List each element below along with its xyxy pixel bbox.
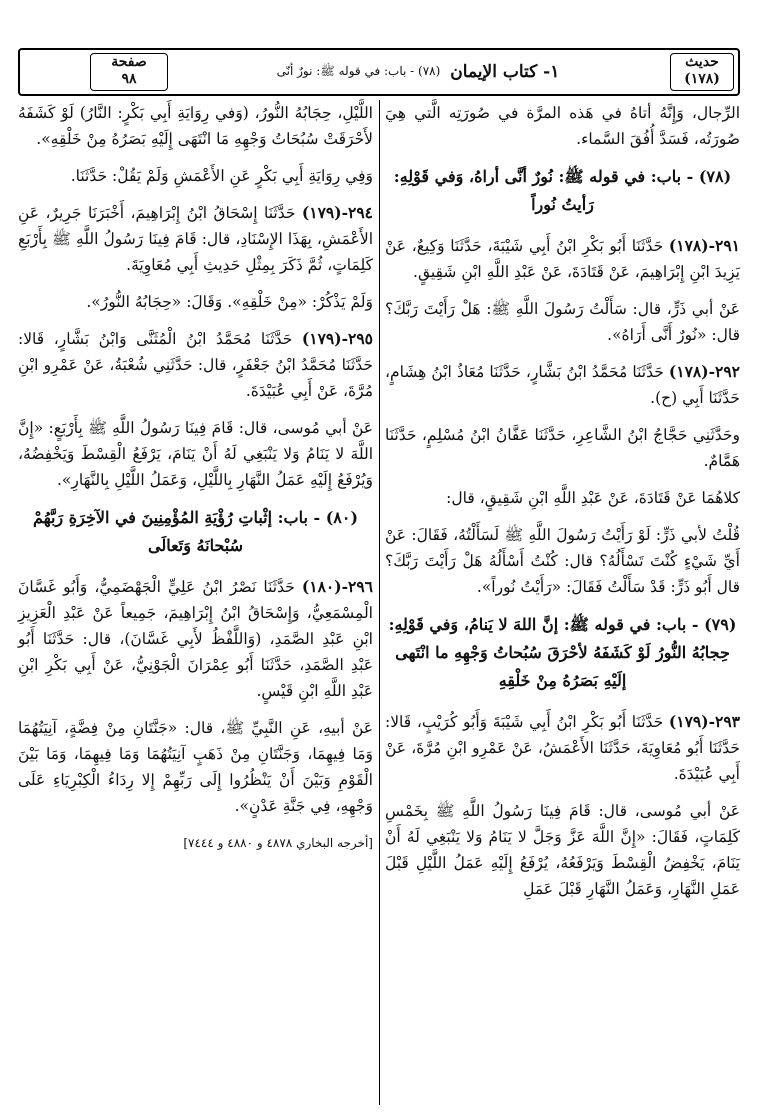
page-label: صفحة <box>111 54 147 70</box>
hadith-label: حديث <box>685 54 719 70</box>
text-paragraph: عَنْ أبي ذَرٍّ، قال: سَأَلْتُ رَسُولَ اللَّهِ ﷺ: هَلْ رَأَيْتَ رَبَّكَ؟ قال: «نُورٌ أَنَّى أَرَاهُ». <box>385 300 740 344</box>
chapter-heading: (٧٩) - باب: في قوله ﷺ: إنَّ اللهَ لا يَنامُ، وَفي قَوْلِهِ: حِجابُهُ النُّورُ لَوْ كَشَفَهُ لأحْرَقَ سُبُحاتُ وَجْهِهِ ما انْتَهى إلَيْهِ بَصَرُهُ مِنْ خَلْقِهِ <box>388 615 737 690</box>
hadith-paragraph <box>18 326 373 404</box>
hadith-chain-text: حَدَّثَنَا إِسْحَاقُ ابْنُ إِبْرَاهِيمَ، أَخْبَرَنَا جَرِيرٌ، عَنِ الأَعْمَشِ، بِهَذَا الإِسْنَادِ، قال: قَامَ فِينَا رَسُولُ اللَّهِ ﷺ بِأَرْبَعِ كَلِمَاتٍ، ثُمَّ ذَكَرَ بِمِثْلِ حَدِيثِ أَبِي مُعَاوِيَةَ. <box>18 204 373 274</box>
hadith-paragraph <box>18 200 373 278</box>
hadith-paragraph <box>18 574 373 704</box>
chapter-reference: (٧٨) - باب: في قوله ﷺ: نورٌ أنّى <box>276 63 441 78</box>
text-paragraph: وحَدَّثَنِي حَجَّاجُ ابْنُ الشَّاعِرِ، حَدَّثَنَا عَفَّانُ ابْنُ مُسْلِمٍ، حَدَّثَنَا هَمَّامٌ. <box>385 426 740 470</box>
hadith-paragraph <box>385 233 740 285</box>
takhrij-note: [أخرجه البخاري ٤٨٧٨ و ٤٨٨٠ و ٧٤٤٤] <box>183 836 373 850</box>
hadith-number: ٢٩١-(١٧٨) <box>668 236 740 255</box>
hadith-paragraph <box>385 359 740 411</box>
text-paragraph: عَنْ أبيهِ، عَنِ النَّبِيِّ ﷺ، قال: «جَنَّتَانِ مِنْ فِضَّةٍ، آنِيَتُهُمَا وَمَا فِيهِمَا، وَجَنَّتَانِ مِنْ ذَهَبٍ آنِيَتُهُمَا وَمَا فِيهِمَا، وَمَا بَيْنَ الْقَوْمِ وَبَيْنَ أَنْ يَنْظُرُوا إِلَى رَبِّهِمْ إِلا رِدَاءُ الْكِبْرِيَاءِ عَلَى وَجْهِهِ، فِي جَنَّةِ عَدْنٍ». <box>18 719 373 815</box>
hadith-chain-text: حَدَّثَنَا أَبُو بَكْرِ ابْنُ أَبِي شَيْبَةَ وَأَبُو كُرَيْبٍ، قَالا: حَدَّثَنَا أَبُو مُعَاوِيَةَ، حَدَّثَنَا الأَعْمَشُ، عَنْ عَمْرِو ابْنِ مُرَّةَ، عَنْ أَبِي عُبَيْدَةَ. <box>385 713 740 783</box>
hadith-number: ٢٩٥-(١٧٩) <box>301 329 373 348</box>
page-number-box <box>90 53 168 91</box>
chapter-heading: (٨٠) - باب: إثْباتِ رُؤْيَةِ المُؤْمِنِينَ في الآخِرَةِ رَبَّهُمْ سُبْحانَهُ وَتَعالَى <box>32 508 359 555</box>
text-paragraph: وَفِي رِوَايَةِ أَبِي بَكْرٍ عَنِ الأَعْمَشِ وَلَمْ يَقُلْ: حَدَّثَنَا. <box>70 167 373 185</box>
text-paragraph: الرِّجال، وَإِنَّهُ أتاهُ في هَذه المرَّة في صُورَتِه الَّتي هِيَ صُورَتُه، فَسَدَّ أُفُقَ السَّماء. <box>385 104 740 148</box>
text-paragraph: كلاهُمَا عَنْ قَتَادَةَ، عَنْ عَبْدِ اللَّهِ ابْنِ شَقِيقٍ، قال: <box>446 489 740 507</box>
book-page <box>18 48 740 1108</box>
text-paragraph: قُلْتُ لأبي ذَرٍّ: لَوْ رَأَيْتُ رَسُولَ اللَّهِ ﷺ لَسَأَلْتُهُ، فَقَالَ: عَنْ أَيِّ شَيْءٍ كُنْتَ تَسْأَلُهُ؟ قال: كُنْتُ أَسْأَلُهُ هَلْ رَأَيْتَ رَبَّكَ؟ قال أَبُو ذَرٍّ: قَدْ سَأَلْتُ فَقَالَ: «رَأَيْتُ نُوراً». <box>385 526 740 596</box>
text-paragraph: اللَّيْلِ، حِجَابُهُ النُّورُ، (وَفي رِوَايَةِ أَبِي بَكْرٍ: النَّارُ) لَوْ كَشَفَهُ لأَحْرَقَتْ سُبُحَاتُ وَجْهِهِ مَا انْتَهَى إِلَيْهِ بَصَرُهُ مِنْ خَلْقِهِ». <box>18 104 373 148</box>
text-paragraph: عَنْ أبي مُوسى، قال: قَامَ فِينَا رَسُولُ اللَّهِ ﷺ بِخَمْسِ كَلِمَاتٍ، فَقَالَ: «إِنَّ اللَّهَ عَزَّ وَجَلَّ لا يَنَامُ وَلا يَنْبَغِي لَهُ أَنْ يَنَامَ، يَخْفِضُ الْقِسْطَ وَيَرْفَعُهُ، يُرْفَعُ إِلَيْهِ عَمَلُ اللَّيْلِ قَبْلَ عَمَلِ النَّهَارِ، وَعَمَلُ النَّهَارِ قَبْلَ عَمَلِ <box>385 802 740 898</box>
hadith-number: ٢٩٣-(١٧٩) <box>668 712 740 731</box>
hadith-number-box <box>670 53 734 91</box>
right-column <box>385 100 740 913</box>
text-paragraph: عَنْ أبي مُوسى، قال: قَامَ فِينَا رَسُولُ اللَّهِ ﷺ بِأَرْبَعٍ: «إِنَّ اللَّهَ لا يَنَامُ وَلا يَنْبَغِي لَهُ أَنْ يَنَامَ، يَرْفَعُ الْقِسْطَ وَيَخْفِضُهُ، وَيُرْفَعُ إِلَيْهِ عَمَلُ النَّهَارِ بِاللَّيْلِ، وَعَمَلُ اللَّيْلِ بِالنَّهَارِ». <box>18 419 373 489</box>
hadith-number: ٢٩٢-(١٧٨) <box>668 362 740 381</box>
book-title: ١- كتاب الإيمان <box>450 62 560 82</box>
hadith-number: ٢٩٦-(١٨٠) <box>301 577 373 596</box>
hadith-chain-text: حَدَّثَنَا نَصْرُ ابْنُ عَلِيٍّ الْجَهْضَمِيُّ، وَأَبُو غَسَّانَ الْمِسْمَعِيُّ، وَإِسْحَاقُ ابْنُ إِبْرَاهِيمَ، جَمِيعاً عَنْ عَبْدِ الْعَزِيزِ ابْنِ عَبْدِ الصَّمَدِ، (وَاللَّفْظُ لأَبِي غَسَّانَ)، قال: حَدَّثَنَا أَبُو عَبْدِ الصَّمَدِ، حَدَّثَنَا أَبُو عِمْرَانَ الْجَوْنِيُّ، عَنْ أَبِي بَكْرِ ابْنِ عَبْدِ اللَّهِ ابْنِ قَيْسٍ. <box>18 578 373 700</box>
header-title <box>170 50 666 94</box>
column-divider <box>379 100 380 1105</box>
page-header <box>18 48 740 96</box>
hadith-paragraph <box>385 709 740 787</box>
hadith-chain-text: حَدَّثَنَا مُحَمَّدُ ابْنُ الْمُثَنَّى وَابْنُ بَشَّارٍ، قَالا: حَدَّثَنَا مُحَمَّدُ ابْنُ جَعْفَرٍ، قال: حَدَّثَنِي شُعْبَةُ، عَنْ عَمْرِو ابْنِ مُرَّةَ، عَنْ أَبِي عُبَيْدَةَ. <box>18 330 373 400</box>
hadith-number: ٢٩٤-(١٧٩) <box>301 203 373 222</box>
left-column <box>18 100 373 867</box>
hadith-chain-text: حَدَّثَنَا أَبُو بَكْرِ ابْنُ أَبِي شَيْبَةَ، حَدَّثَنَا وَكِيعٌ، عَنْ يَزِيدَ ابْنِ إِبْرَاهِيمَ، عَنْ قَتَادَةَ، عَنْ عَبْدِ اللَّهِ ابْنِ شَقِيقٍ. <box>385 237 740 281</box>
page-number: ٩٨ <box>121 71 137 87</box>
hadith-number: (١٧٨) <box>684 71 720 87</box>
text-paragraph: وَلَمْ يَذْكُرْ: «مِنْ خَلْقِهِ». وَقَالَ: «حِجَابُهُ النُّورُ». <box>86 293 373 311</box>
chapter-heading: (٧٨) - باب: في قوله ﷺ: نُورٌ أنَّى أراهُ، وَفي قَوْلِهِ: رَأيتُ نُوراً <box>393 167 732 214</box>
hadith-chain-text: حَدَّثَنَا مُحَمَّدُ ابْنُ بَشَّارٍ، حَدَّثَنَا مُعَاذُ ابْنُ هِشَامٍ، حَدَّثَنَا أَبِي (ح). <box>385 363 740 407</box>
